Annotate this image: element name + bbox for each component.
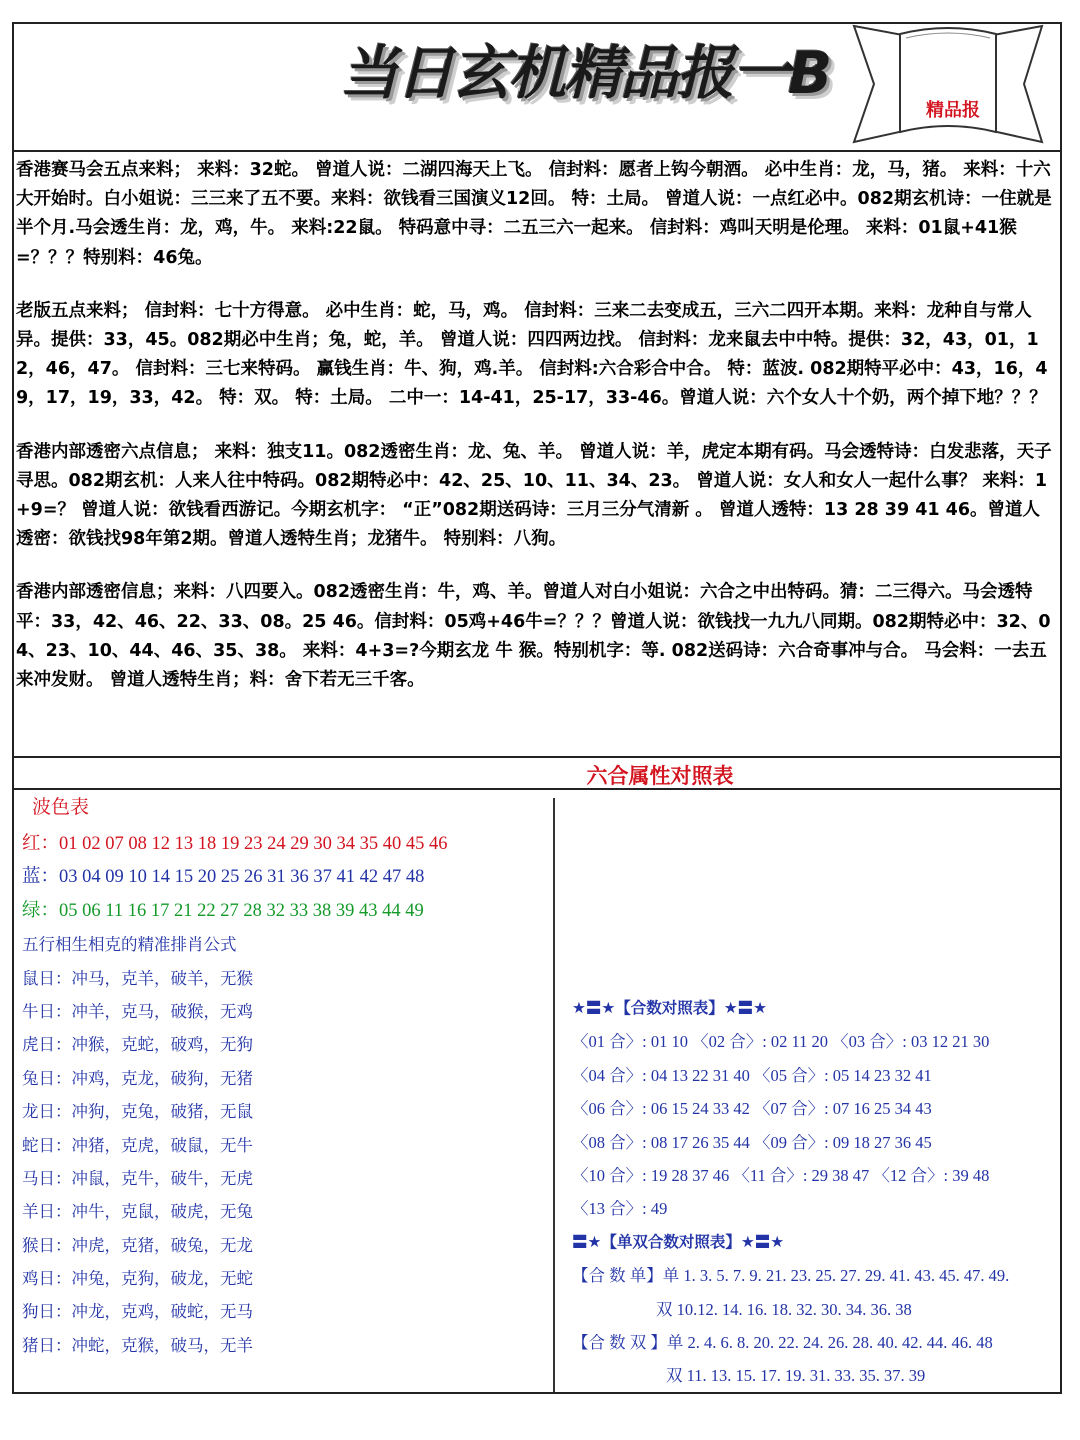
banner-scroll-icon [848, 20, 1048, 150]
even-sum-row [572, 1326, 1052, 1359]
red-numbers: 01 02 07 08 12 13 18 19 23 24 29 30 34 35 40 45 46 [59, 834, 448, 854]
day-rule-row: 龙日：冲狗，克兔，破猪，无鼠 [22, 1102, 253, 1122]
wave-color-title: 波色表 [32, 797, 90, 818]
green-label: 绿： [22, 900, 60, 921]
even-sum-label: 【合 数 双 】 [572, 1332, 667, 1352]
five-elements-title: 五行相生相克的精准排肖公式 [22, 935, 237, 955]
blue-numbers: 03 04 09 10 14 15 20 25 26 31 36 37 41 42 47 48 [59, 867, 425, 888]
sum-row: 〈01 合〉: 01 10 〈02 合〉: 02 11 20 〈03 合〉: 03 12 21 30 [572, 1032, 990, 1052]
table-title: 六合属性对照表 [586, 764, 734, 788]
day-rule-row: 兔日：冲鸡，克龙，破狗，无猪 [22, 1068, 253, 1088]
even-sum-dan: 单 2. 4. 6. 8. 20. 22. 24. 26. 28. 40. 42. 44. 46. 48 [666, 1332, 993, 1352]
section-divider [14, 756, 1060, 758]
green-wave-row [22, 895, 547, 928]
even-sum-shuang-row: 双 11. 13. 15. 17. 19. 31. 33. 35. 37. 39 [666, 1366, 926, 1386]
odd-sum-shuang-row: 双 10.12. 14. 16. 18. 32. 30. 34. 36. 38 [656, 1299, 912, 1319]
odd-even-table-title: 〓★【单双合数对照表】★〓★ [572, 1232, 785, 1251]
left-column [22, 794, 547, 1362]
odd-sum-row [572, 1259, 1052, 1292]
red-label: 红： [22, 834, 60, 854]
page-title: 当日玄机精品报一B [340, 39, 831, 107]
red-wave-row [22, 828, 547, 861]
paragraph-old-version: 老版五点来料； 信封料：七十方得意。 必中生肖：蛇，马，鸡。 信封料：三来二去变成五，三六二四开本期。来料：龙种自与常人异。提供：33，45。082期必中生肖；兔，蛇，羊。 曾道人说：四四两边找。 信封料：龙来鼠去中中特。提供：32，43，01，12，46，47。 信封料：三七来特码。 赢钱生肖：牛、狗，鸡.羊。 信封料:六合彩合中合。 特：蓝波. 082期特平必中：43，16，49，17，19，33，42。 特：双。 特：土局。 二中一：14-41，25-17，33-46。曾道人说：六个女人十个奶，两个掉下地？？？ [16, 300, 1048, 409]
day-rule-row: 猪日：冲蛇，克猴，破马，无羊 [22, 1335, 253, 1355]
day-rule-row: 鸡日：冲兔，克狗，破龙，无蛇 [22, 1269, 253, 1289]
day-rule-row: 猴日：冲虎，克猪，破兔，无龙 [22, 1235, 253, 1255]
day-rule-row: 羊日：冲牛，克鼠，破虎，无兔 [22, 1202, 253, 1222]
day-rule-row: 狗日：冲龙，克鸡，破蛇，无马 [22, 1302, 253, 1322]
blue-wave-row [22, 861, 547, 894]
banner-label: 精品报 [926, 100, 980, 121]
column-divider [553, 798, 555, 1392]
odd-sum-dan: 单 1. 3. 5. 7. 9. 21. 23. 25. 27. 29. 41. 43. 45. 47. 49. [662, 1266, 1010, 1286]
right-column [572, 992, 1052, 1393]
day-rule-row: 马日：冲鼠，克牛，破牛，无虎 [22, 1168, 253, 1188]
odd-sum-label: 【合 数 单】 [572, 1266, 663, 1286]
sum-row: 〈08 合〉: 08 17 26 35 44 〈09 合〉: 09 18 27 36 45 [572, 1132, 932, 1152]
sum-row: 〈06 合〉: 06 15 24 33 42 〈07 合〉: 07 16 25 34 43 [572, 1099, 932, 1119]
sum-row: 〈13 合〉: 49 [572, 1199, 668, 1219]
green-numbers: 05 06 11 16 17 21 22 27 28 32 33 38 39 43 44 49 [59, 900, 424, 921]
paragraph-hk-inside: 香港内部透密信息；来料：八四要入。082透密生肖：牛，鸡、羊。曾道人对白小姐说：六合之中出特码。猜：二三得六。马会透特平：33，42、46、22、33、08。25 46。信封料：05鸡+46牛=？？？曾道人说：欲钱找一九九八同期。082期特必中：32、04、23、10、44、46、35、38。 来料：4+3=?今期玄龙 牛 猴。特别机字：等. 082送码诗：六合奇事冲与合。 马会料：一去五来冲发财。 曾道人透特生肖；料：舍下若无三千客。 [16, 582, 1051, 691]
day-rule-row: 鼠日：冲马，克羊，破羊，无猴 [22, 968, 253, 988]
day-rule-row: 蛇日：冲猪，克虎，破鼠，无牛 [22, 1135, 253, 1155]
sum-row: 〈10 合〉: 19 28 37 46 〈11 合〉: 29 38 47 〈12 合〉: 39 48 [572, 1165, 990, 1185]
paragraph-hk-inside-six: 香港内部透密六点信息； 来料：独支11。082透密生肖：龙、兔、羊。 曾道人说：羊，虎定本期有码。马会透特诗：白发悲落，天子寻思。082期玄机：人来人往中特码。082期特必中：42、25、10、11、34、23。 曾道人说：女人和女人一起什么事？ 来料：1+9=？ 曾道人说：欲钱看西游记。今期玄机字： “正”082期送码诗：三月三分气清新 。 曾道人透特：13 28 39 41 46。曾道人透密：欲钱找98年第2期。曾道人透特生肖；龙猪牛。 特别料：八狗。 [16, 441, 1052, 550]
day-rule-row: 虎日：冲猴，克蛇，破鸡，无狗 [22, 1035, 253, 1055]
blue-label: 蓝： [22, 867, 60, 888]
news-section [16, 156, 1056, 719]
paragraph-hk-jockey: 香港赛马会五点来料； 来料：32蛇。 曾道人说：二湖四海天上飞。 信封料：愿者上钩今朝酒。 必中生肖：龙，马，猪。 来料：十六大开始时。白小姐说：三三来了五不要。来料：欲钱看三国演义12回。 特：土局。 曾道人说：一点红必中。082期玄机诗：一住就是半个月.马会透生肖：龙，鸡，牛。 来料:22鼠。 特码意中寻：二五三六一起来。 信封料：鸡叫天明是伦理。 来料：01鼠+41猴=？？？特别料：46兔。 [16, 160, 1052, 268]
sum-table-title: ★〓★【合数对照表】★〓★ [572, 999, 768, 1017]
day-rule-row: 牛日：冲羊，克马，破猴，无鸡 [22, 1001, 253, 1021]
sum-row: 〈04 合〉: 04 13 22 31 40 〈05 合〉: 05 14 23 32 41 [572, 1065, 932, 1085]
